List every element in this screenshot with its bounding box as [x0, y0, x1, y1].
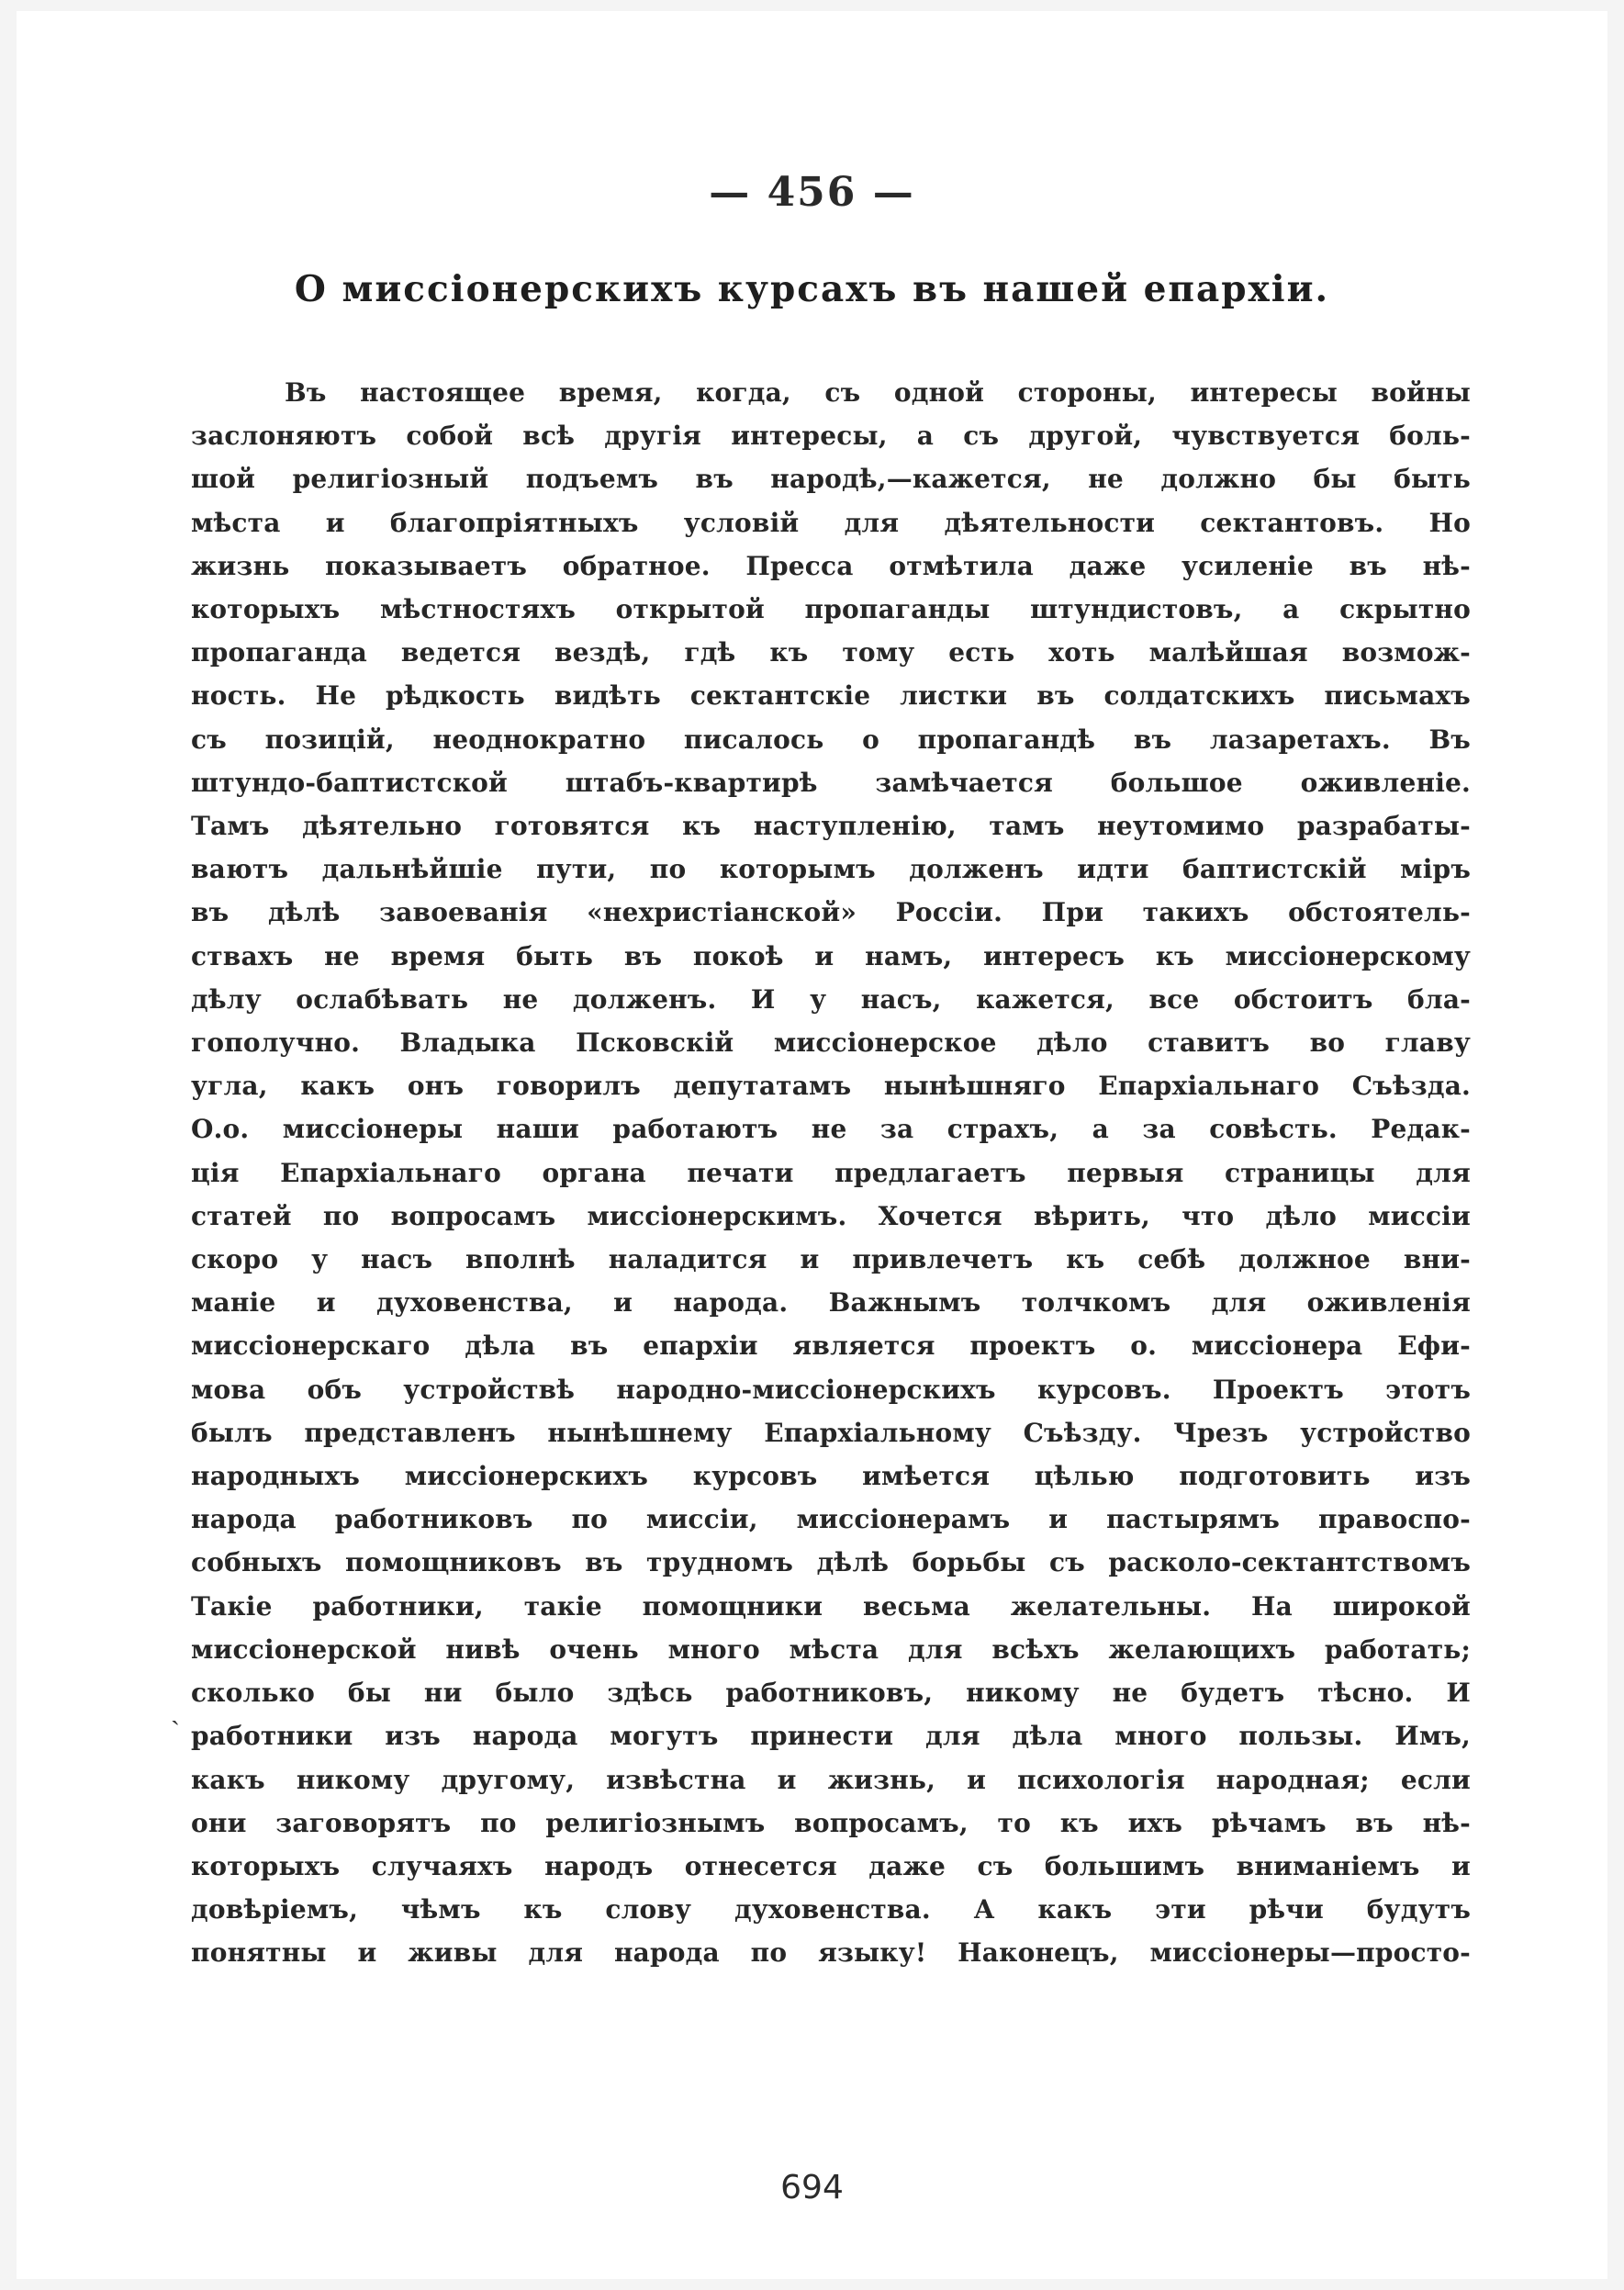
text-line: пропаганда ведется вездѣ, гдѣ къ тому есть хоть малѣйшая возмож- [191, 637, 1471, 668]
text-line: съ позицій, неоднократно писалось о пропагандѣ въ лазаретахъ. Въ [191, 724, 1471, 755]
text-line: понятны и живы для народа по языку! Наконецъ, миссіонеры—просто- [191, 1937, 1471, 1969]
text-line: миссіонерской нивѣ очень много мѣста для всѣхъ желающихъ работать; [191, 1633, 1471, 1665]
text-line: ность. Не рѣдкость видѣть сектантскіе листки въ солдатскихъ письмахъ [191, 680, 1471, 712]
text-line: былъ представленъ нынѣшнему Епархіальному Съѣзду. Чрезъ устройство [191, 1417, 1471, 1448]
margin-mark-icon: ˎ [171, 1694, 180, 1726]
text-line: ція Епархіальнаго органа печати предлагаетъ первыя страницы для [191, 1157, 1471, 1188]
text-line: ствахъ не время быть въ покоѣ и намъ, интересъ къ миссіонерскому [191, 940, 1471, 971]
text-line: которыхъ мѣстностяхъ открытой пропаганды штундистовъ, а скрытно [191, 594, 1471, 625]
scan-page-number: 694 [780, 2169, 844, 2206]
article-body [191, 371, 1471, 1975]
text-line: статей по вопросамъ миссіонерскимъ. Хочется вѣрить, что дѣло миссіи [191, 1200, 1471, 1231]
text-line: довѣріемъ, чѣмъ къ слову духовенства. А какъ эти рѣчи будутъ [191, 1894, 1471, 1925]
article-title: О миссіонерскихъ курсахъ въ нашей епархіи. [294, 268, 1330, 310]
text-line: мова объ устройствѣ народно-миссіонерскихъ курсовъ. Проектъ этотъ [191, 1374, 1471, 1405]
text-line: Тамъ дѣятельно готовятся къ наступленію, тамъ неутомимо разрабаты- [191, 811, 1471, 842]
text-line: которыхъ случаяхъ народъ отнесется даже съ большимъ вниманіемъ и [191, 1850, 1471, 1881]
text-line: сколько бы ни было здѣсь работниковъ, никому не будетъ тѣсно. И [191, 1678, 1471, 1709]
text-line: Такіе работники, такіе помощники весьма желательны. На широкой [191, 1590, 1471, 1622]
text-line: они заговорятъ по религіознымъ вопросамъ, то къ ихъ рѣчамъ въ нѣ- [191, 1807, 1471, 1838]
text-line: угла, какъ онъ говорилъ депутатамъ нынѣшняго Епархіальнаго Съѣзда. [191, 1071, 1471, 1102]
text-line: какъ никому другому, извѣстна и жизнь, и психологія народная; если [191, 1764, 1471, 1795]
text-line: народныхъ миссіонерскихъ курсовъ имѣется цѣлью подготовить изъ [191, 1461, 1471, 1492]
page-header-number: — 456 — [709, 169, 915, 216]
text-line: жизнь показываетъ обратное. Пресса отмѣтила даже усиленіе въ нѣ- [191, 550, 1471, 581]
text-line: собныхъ помощниковъ въ трудномъ дѣлѣ борьбы съ расколо-сектантствомъ [191, 1547, 1471, 1578]
text-line: гополучно. Владыка Псковскій миссіонерское дѣло ставитъ во главу [191, 1027, 1471, 1059]
text-line: штундо-баптистской штабъ-квартирѣ замѣчается большое оживленіе. [191, 767, 1471, 798]
document-page [17, 11, 1607, 2279]
text-line: въ дѣлѣ завоеванія «нехристіанской» Россіи. При такихъ обстоятель- [191, 897, 1471, 928]
text-line: работники изъ народа могутъ принести для дѣла много пользы. Имъ, [191, 1721, 1471, 1752]
text-line: мѣста и благопріятныхъ условій для дѣятельности сектантовъ. Но [191, 507, 1471, 538]
text-line: Въ настоящее время, когда, съ одной стороны, интересы войны [285, 377, 1471, 408]
text-line: заслоняютъ собой всѣ другія интересы, а съ другой, чувствуется боль- [191, 421, 1471, 452]
text-line: маніе и духовенства, и народа. Важнымъ толчкомъ для оживленія [191, 1287, 1471, 1319]
text-line: скоро у насъ вполнѣ наладится и привлечетъ къ себѣ должное вни- [191, 1244, 1471, 1275]
text-line: миссіонерскаго дѣла въ епархіи является проектъ о. миссіонера Ефи- [191, 1330, 1471, 1362]
text-line: шой религіозный подъемъ въ народѣ,—кажется, не должно бы быть [191, 464, 1471, 495]
text-line: народа работниковъ по миссіи, миссіонерамъ и пастырямъ правоспо- [191, 1504, 1471, 1535]
text-line: О.о. миссіонеры наши работаютъ не за страхъ, а за совѣсть. Редак- [191, 1114, 1471, 1145]
text-line: дѣлу ослабѣвать не долженъ. И у насъ, кажется, все обстоитъ бла- [191, 983, 1471, 1015]
text-line: ваютъ дальнѣйшіе пути, по которымъ долженъ идти баптистскій міръ [191, 854, 1471, 885]
